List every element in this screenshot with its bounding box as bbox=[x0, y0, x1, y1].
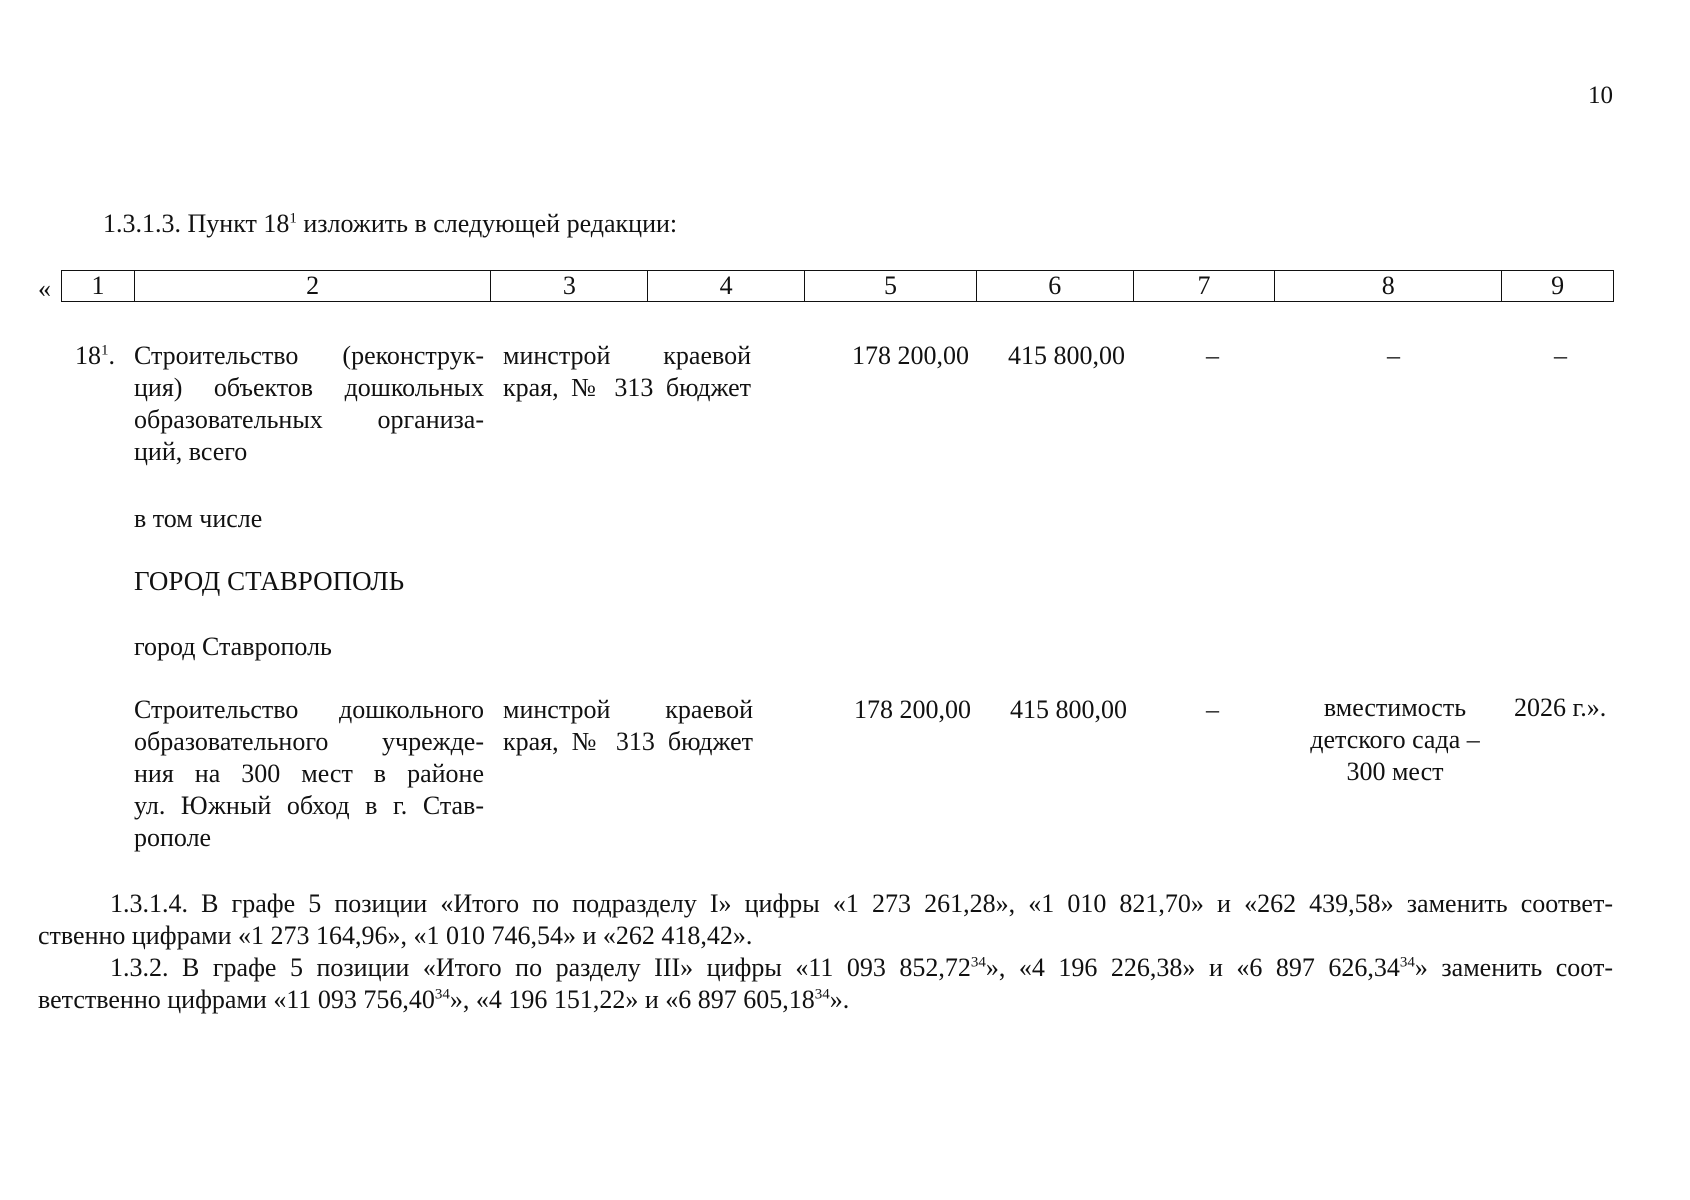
col-number-8: 8 bbox=[1274, 271, 1501, 301]
paragraph-1-3-1-4: 1.3.1.4. В графе 5 позиции «Итого по подразделу I» цифры «1 273 261,28», «1 010 821,70» и «262 439,58» заменить соответ- ственно цифрами «1 273 164,96», «1 010 746,54» и «262 418,42». bbox=[38, 889, 1613, 950]
including-label: в том числе bbox=[134, 504, 263, 533]
row-main-col7: – bbox=[1206, 341, 1219, 370]
paragraph-1-3-2-line1: 1.3.2. В графе 5 позиции «Итого по разделу III» цифры «11 093 852,72$^{34}$», «4 196 226,38» и «6 897 626,34$^{34}$» заменить соот- bbox=[110, 953, 1613, 982]
row-main-col5: 178 200,00 bbox=[852, 341, 969, 370]
row-main-col8: – bbox=[1387, 341, 1400, 370]
col-number-4: 4 bbox=[647, 271, 804, 301]
city-upper: ГОРОД СТАВРОПОЛЬ bbox=[134, 566, 405, 596]
col-number-9: 9 bbox=[1501, 271, 1613, 301]
row-sub-col7: – bbox=[1206, 695, 1219, 724]
intro-sup: 1 bbox=[289, 210, 297, 227]
intro-text: 1.3.1.3. Пункт 18 bbox=[103, 209, 290, 238]
row-main-col6: 415 800,00 bbox=[1008, 341, 1125, 370]
row-sub-col5: 178 200,00 bbox=[854, 695, 971, 724]
col-number-7: 7 bbox=[1133, 271, 1275, 301]
intro-paragraph bbox=[103, 208, 677, 240]
col-number-6: 6 bbox=[976, 271, 1133, 301]
row-sub-executor: минстрой краевой края, № 313 бюджет bbox=[503, 695, 753, 756]
col-number-2: 2 bbox=[134, 271, 491, 301]
paragraph-1-3-2-line2: ветственно цифрами «11 093 756,40$^{34}$», «4 196 151,22» и «6 897 605,18$^{34}$». bbox=[38, 985, 850, 1014]
column-number-header bbox=[61, 270, 1614, 302]
page-number: 10 bbox=[1588, 82, 1613, 109]
row-sub-col6: 415 800,00 bbox=[1010, 695, 1127, 724]
row-main-col9: – bbox=[1554, 341, 1567, 370]
col-number-5: 5 bbox=[804, 271, 976, 301]
row-number: $18^1$. bbox=[75, 341, 115, 370]
opening-quote: « bbox=[38, 274, 51, 303]
row-sub-col9: 2026 г.». bbox=[1514, 693, 1607, 722]
col-number-3: 3 bbox=[490, 271, 647, 301]
city-label: город Ставрополь bbox=[134, 632, 332, 661]
row-sub-col8: вместимость детского сада – 300 мест bbox=[1310, 693, 1480, 786]
paragraph-1-3-2 bbox=[38, 952, 1613, 1016]
row-main-executor: минстрой краевой края, № 313 бюджет bbox=[503, 341, 751, 402]
row-main-name: Строительство (реконструк- ция) объектов дошкольных образовательных организа- ций, всего bbox=[134, 341, 484, 466]
intro-text-end: изложить в следующей редакции: bbox=[296, 209, 678, 238]
row-sub-name: Строительство дошкольного образовательного учрежде- ния на 300 мест в районе ул. Южный обход в г. Став- рополе bbox=[134, 695, 484, 852]
col-number-1: 1 bbox=[91, 271, 105, 300]
